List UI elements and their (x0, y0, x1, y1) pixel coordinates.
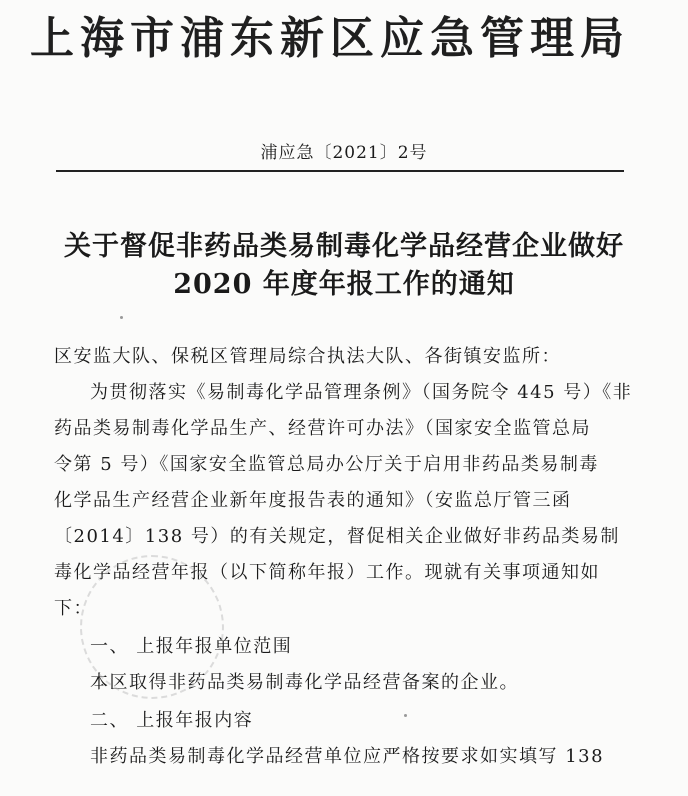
paragraph-line: 令第 5 号）《国家安全监管总局办公厅关于启用非药品类易制毒 (54, 454, 599, 475)
issuing-organization: 上海市浦东新区应急管理局 (30, 13, 630, 64)
section-2-text: 非药品类易制毒化学品经营单位应严格按要求如实填写 138 (90, 746, 605, 767)
paragraph-line: 〔2014〕138 号）的有关规定，督促相关企业做好非药品类易制 (54, 526, 620, 547)
paragraph-line: 下： (54, 598, 93, 619)
header-divider (56, 170, 624, 172)
faint-seal-impression (80, 555, 224, 699)
paragraph-line: 毒化学品经营年报（以下简称年报）工作。现就有关事项通知如 (54, 562, 600, 583)
scan-speck (404, 714, 407, 717)
paragraph-line: 化学品生产经营企业新年度报告表的通知》（安监总厅管三函 (54, 490, 572, 511)
section-1-text: 本区取得非药品类易制毒化学品经营备案的企业。 (90, 672, 519, 693)
paragraph-line: 药品类易制毒化学品生产、经营许可办法》（国家安全监管总局 (54, 418, 591, 439)
section-2-heading: 二、 上报年报内容 (90, 710, 254, 731)
paragraph-line: 为贯彻落实《易制毒化学品管理条例》（国务院令 445 号）《非 (90, 382, 633, 403)
scan-speck (120, 316, 123, 319)
document-title-line-1: 关于督促非药品类易制毒化学品经营企业做好 (64, 231, 624, 262)
document-title-line-2: 2020 年度年报工作的通知 (173, 269, 515, 300)
recipients: 区安监大队、保税区管理局综合执法大队、各街镇安监所： (54, 346, 561, 367)
document-number: 浦应急〔2021〕2号 (260, 143, 428, 163)
section-1-heading: 一、 上报年报单位范围 (90, 636, 293, 657)
